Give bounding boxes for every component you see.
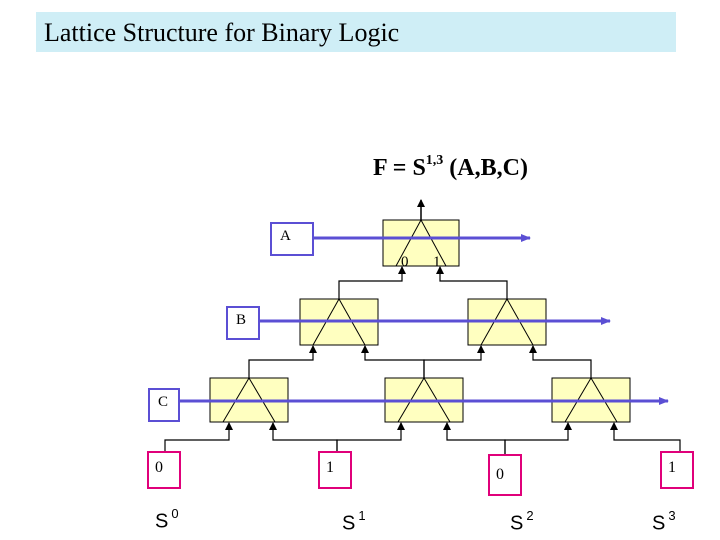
page-title: Lattice Structure for Binary Logic [44, 18, 400, 47]
output-s0: S $^0$ [155, 506, 179, 533]
formula-args: (A,B,C) [449, 155, 528, 181]
constant-value-2: 1 [326, 459, 334, 476]
constant-box-4 [660, 451, 694, 489]
constant-box-2 [318, 451, 352, 489]
variable-b-label: B [236, 312, 247, 328]
variable-a-box [270, 222, 314, 256]
constant-value-1: 0 [155, 459, 163, 476]
connectors-level2 [339, 267, 507, 299]
output-s1: S $^1$ [342, 508, 366, 535]
connectors-constants [165, 423, 680, 463]
constant-value-3: 0 [496, 466, 504, 483]
variable-b-box [226, 306, 260, 340]
constant-box-3 [488, 454, 522, 496]
output-s2: S $^2$ [510, 508, 534, 535]
variable-c-label: C [158, 394, 169, 410]
formula-lhs: F = S [373, 155, 426, 181]
top-cell-input-0-label: 0 [401, 254, 409, 270]
output-s3: S $^3$ [652, 508, 676, 535]
variable-c-box [148, 388, 180, 422]
constant-value-4: 1 [668, 459, 676, 476]
connectors-level3 [249, 346, 591, 378]
lattice-cell-top [383, 220, 459, 266]
top-cell-input-1-label: 1 [433, 254, 441, 270]
formula-superscript: 1,3 [425, 153, 444, 168]
constant-box-1 [147, 451, 181, 489]
variable-a-label: A [280, 228, 291, 244]
